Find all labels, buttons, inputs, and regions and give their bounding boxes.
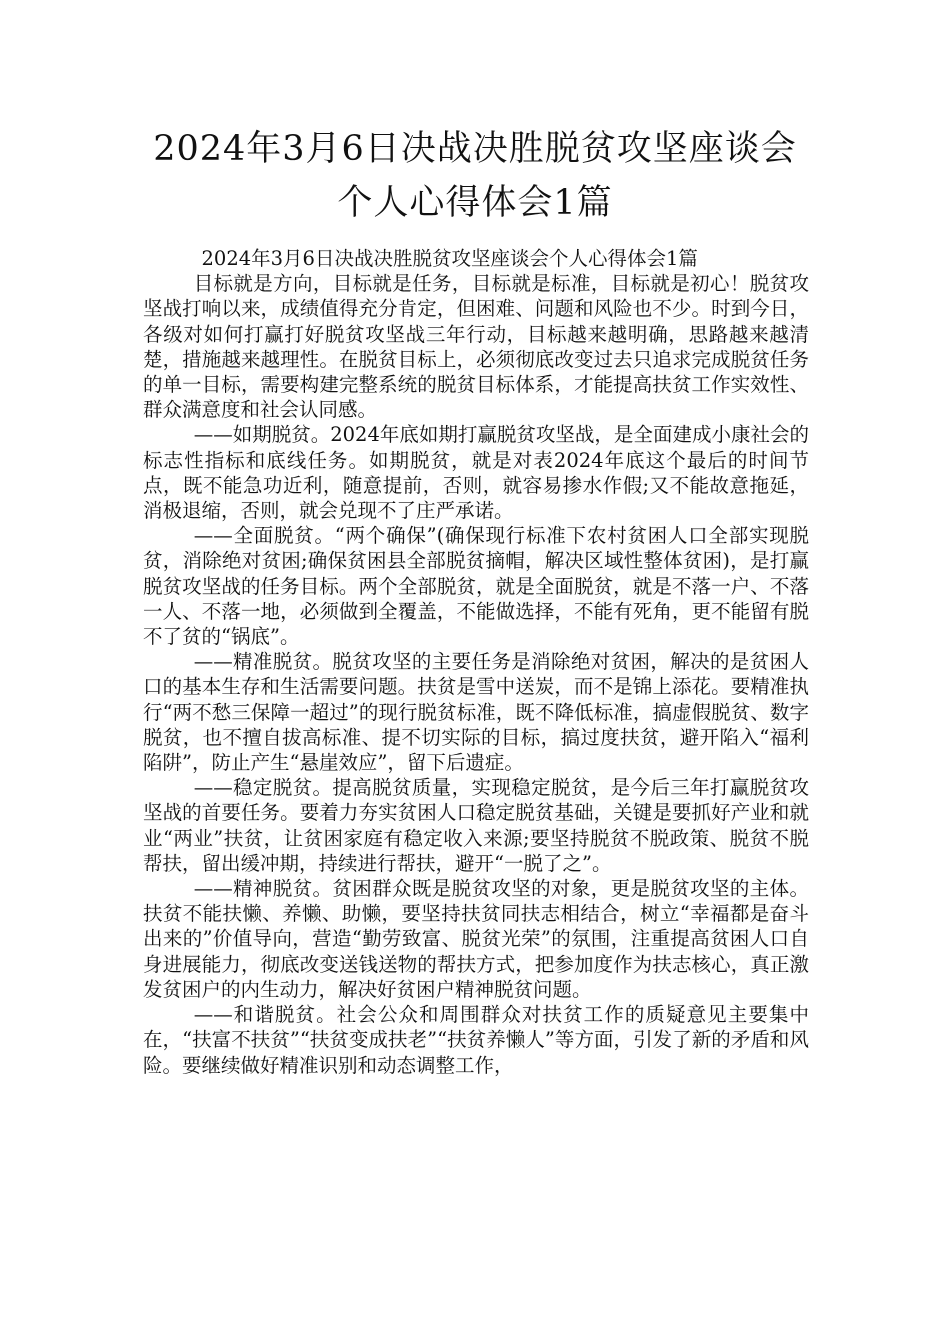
document-title [100,122,850,230]
document-subtitle: 2024年3月6日决战决胜脱贫攻坚座谈会个人心得体会1篇 [201,247,698,270]
paragraph-on-schedule: ——如期脱贫。2024年底如期打赢脱贫攻坚战，是全面建成小康社会的标志性指标和底线任务。如期脱贫，就是对表2024年底这个最后的时间节点，既不能急功近利，随意提前，否则，就容易掺水作假;又不能故意拖延，消极退缩，否则，就会兑现不了庄严承诺。 [143,423,809,523]
paragraph-stable: ——稳定脱贫。提高脱贫质量，实现稳定脱贫，是今后三年打赢脱贫攻坚战的首要任务。要着力夯实贫困人口稳定脱贫基础，关键是要抓好产业和就业“两业”扶贫，让贫困家庭有稳定收入来源;要坚持脱贫不脱政策、脱贫不脱帮扶，留出缓冲期，持续进行帮扶，避开“一脱了之”。 [143,776,809,875]
paragraph-harmonious: ——和谐脱贫。社会公众和周围群众对扶贫工作的质疑意见主要集中在，“扶富不扶贫”“扶贫变成扶老”“扶贫养懒人”等方面，引发了新的矛盾和风险。要继续做好精准识别和动态调整工作， [143,1003,809,1077]
paragraph-intro: 目标就是方向，目标就是任务，目标就是标准，目标就是初心！脱贫攻坚战打响以来，成绩值得充分肯定，但困难、问题和风险也不少。时到今日，各级对如何打赢打好脱贫攻坚战三年行动，目标越来越明确，思路越来越清楚，措施越来越理性。在脱贫目标上，必须彻底改变过去只追求完成脱贫任务的单一目标，需要构建完整系统的脱贫目标体系，才能提高扶贫工作实效性、群众满意度和社会认同感。 [143,272,809,422]
document-body [143,246,809,1078]
title-line-2: 个人心得体会1篇 [337,183,613,223]
paragraph-spiritual: ——精神脱贫。贫困群众既是脱贫攻坚的对象，更是脱贫攻坚的主体。扶贫不能扶懒、养懒、助懒，要坚持扶贫同扶志相结合，树立“幸福都是奋斗出来的”价值导向，营造“勤劳致富、脱贫光荣”的氛围，注重提高贫困人口自身进展能力，彻底改变送钱送物的帮扶方式，把参加度作为扶志核心，真正激发贫困户的内生动力，解决好贫困户精神脱贫问题。 [143,877,809,1001]
title-line-1: 2024年3月6日决战决胜脱贫攻坚座谈会 [153,129,797,169]
paragraph-comprehensive: ——全面脱贫。“两个确保”(确保现行标准下农村贫困人口全部实现脱贫，消除绝对贫困;确保贫困县全部脱贫摘帽，解决区域性整体贫困)，是打赢脱贫攻坚战的任务目标。两个全部脱贫，就是全面脱贫，就是不落一户、不落一人、不落一地，必须做到全覆盖，不能做选择，不能有死角，更不能留有脱不了贫的“锅底”。 [143,524,809,649]
paragraph-precise: ——精准脱贫。脱贫攻坚的主要任务是消除绝对贫困，解决的是贫困人口的基本生存和生活需要问题。扶贫是雪中送炭，而不是锦上添花。要精准执行“两不愁三保障一超过”的现行脱贫标准，既不降低标准，搞虚假脱贫、数字脱贫，也不擅自拔高标准、提不切实际的目标，搞过度扶贫，避开陷入“福利陷阱”，防止产生“悬崖效应”，留下后遗症。 [143,650,809,775]
